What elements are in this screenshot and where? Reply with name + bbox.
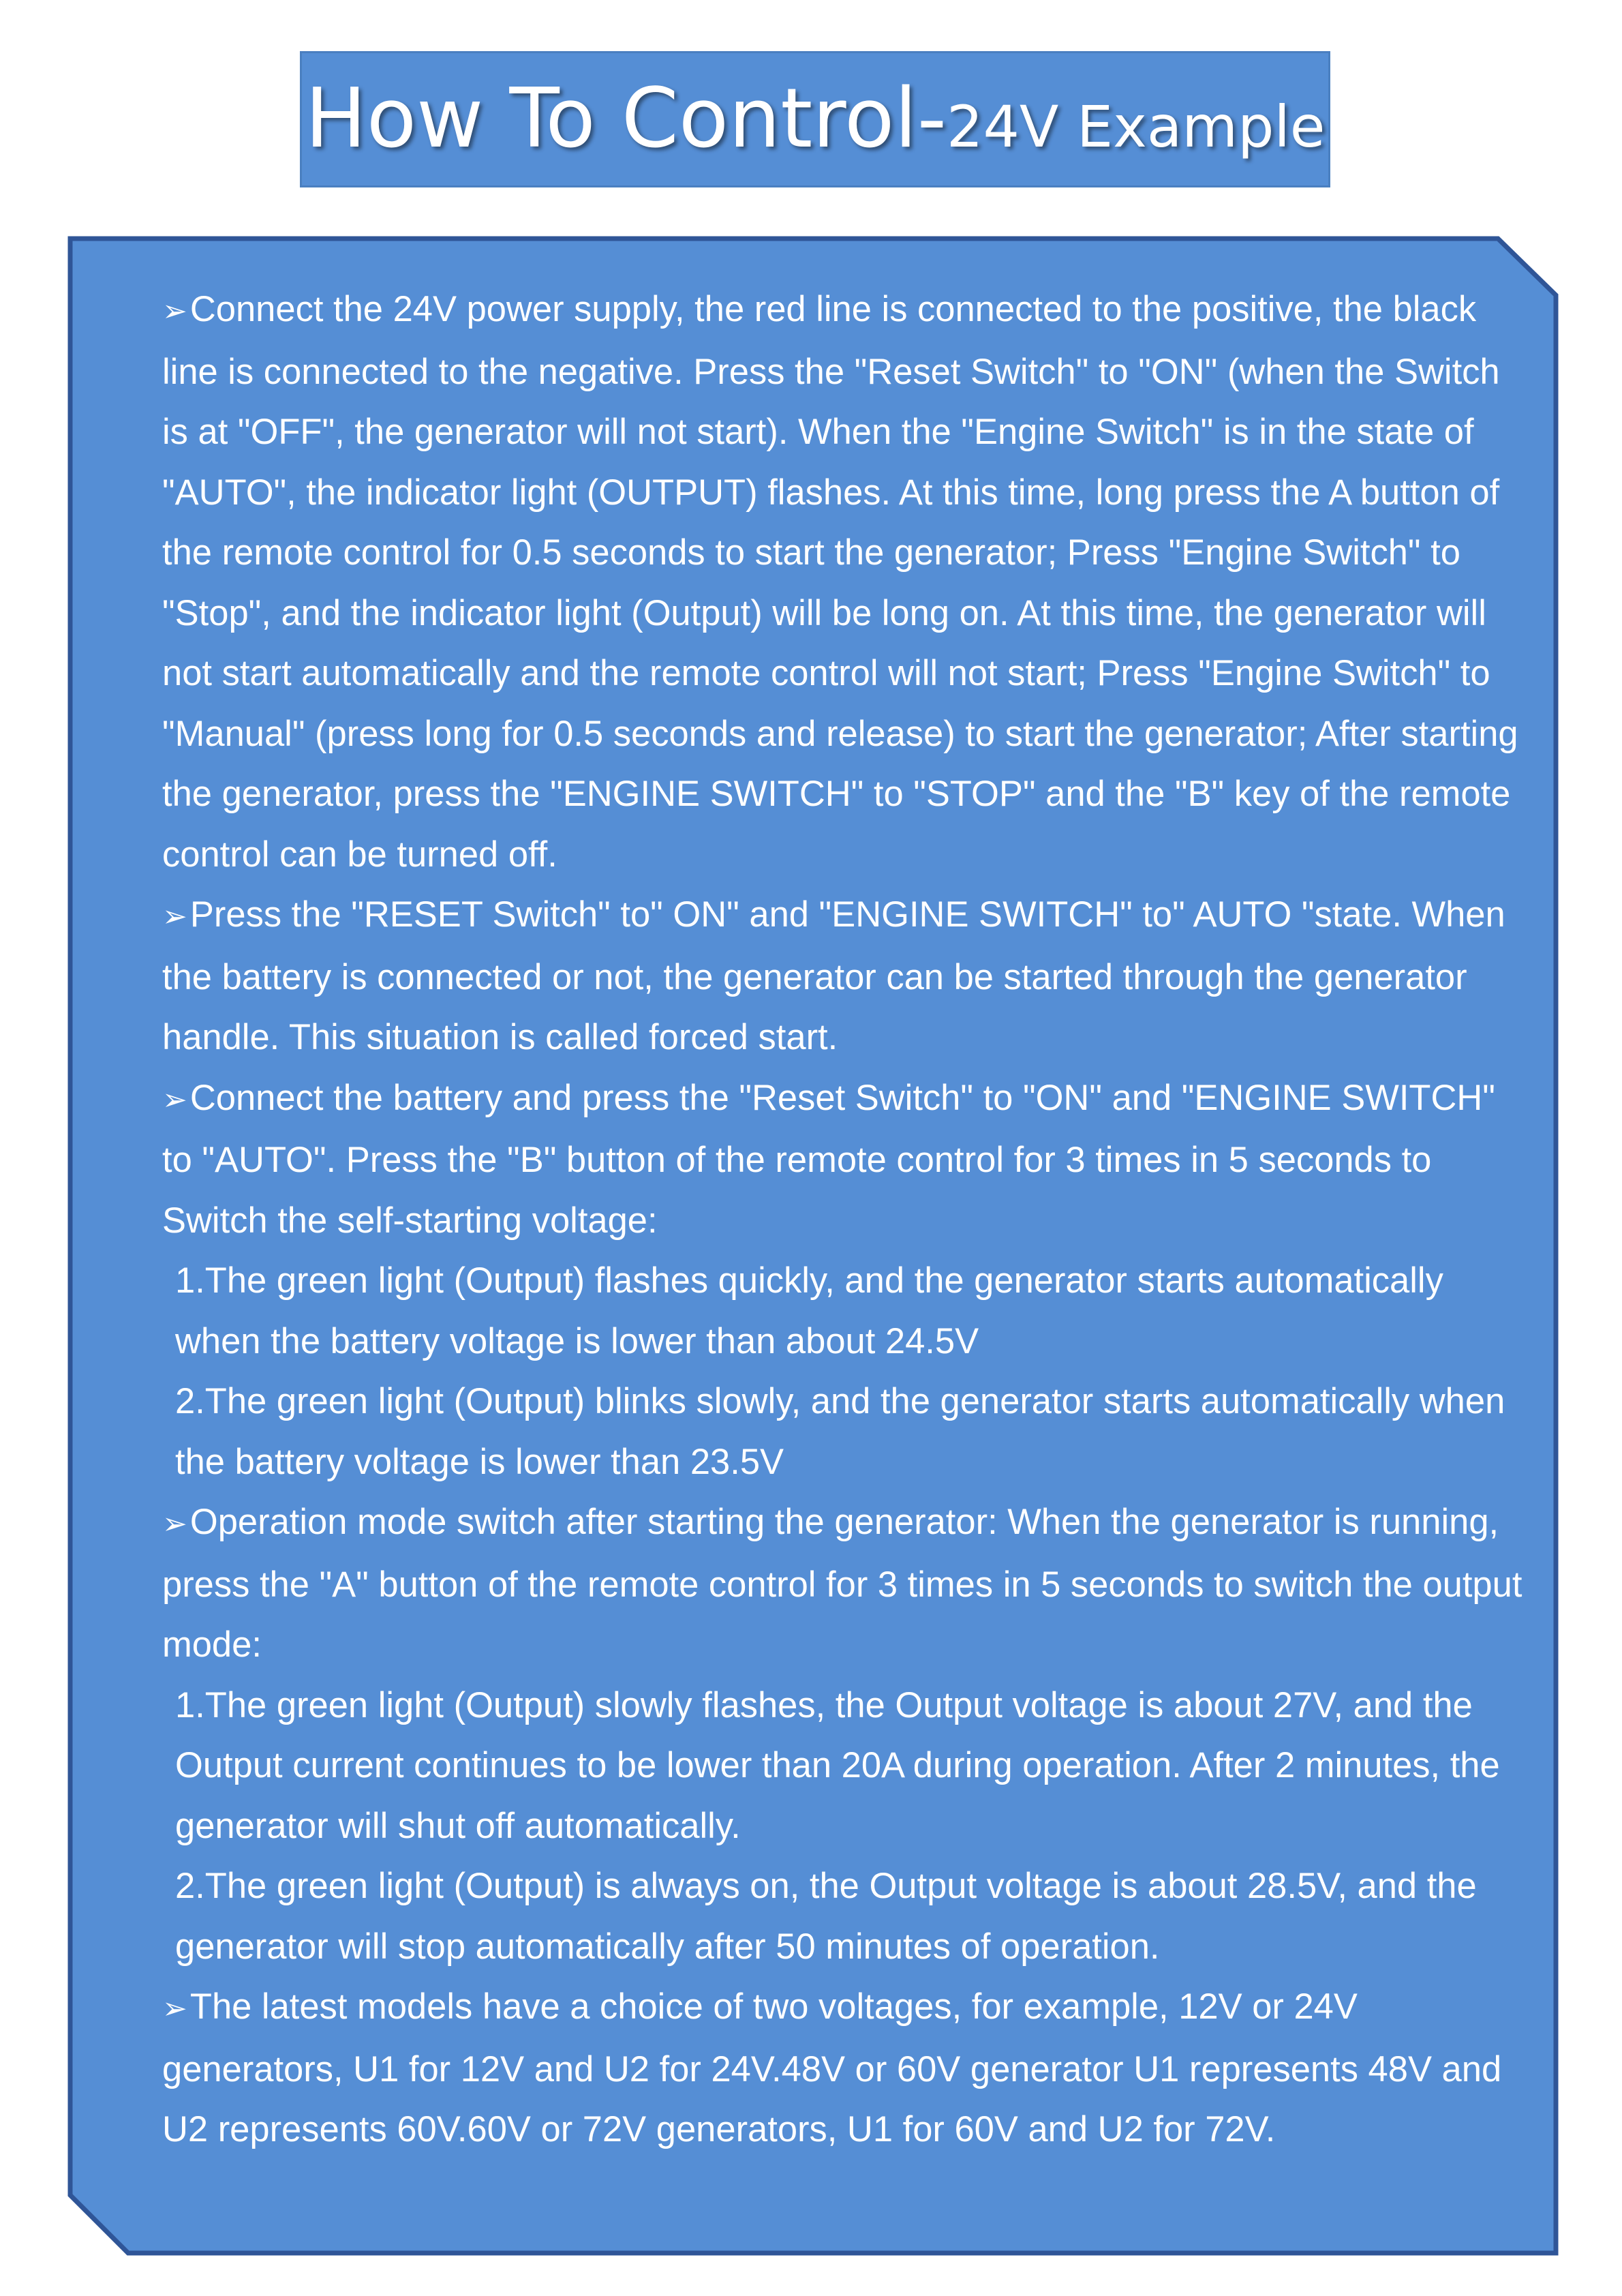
section-1-text: Connect the 24V power supply, the red line is connected to the positive, the black line is connected to the negative. Press the "Reset Switch" to "ON" (when the Switch is at "OFF", the generator will not start). When the "Engine Switch" is in the state of "AUTO", the indicator light (OUTPUT) flashes. At this time, long press the A button of the remote control for 0.5 seconds to start the generator; Press "Engine Switch" to "Stop", and the indicator light (Output) will be long on. At this time, the generator will not start automatically and the remote control will not start; Press "Engine Switch" to "Manual" (press long for 0.5 seconds and release) to start the generator; After starting the generator, press the "ENGINE SWITCH" to "STOP" and the "B" key of the remote control can be turned off. [162, 289, 1518, 875]
section-4-text: Operation mode switch after starting the generator: When the generator is running, press the "A" button of the remote control for 3 times in 5 seconds to switch the output mode: [162, 1502, 1522, 1665]
arrowhead-bullet-icon: ➢ [162, 294, 187, 329]
section-4-item-1: 1.The green light (Output) slowly flashes, the Output voltage is about 27V, and the Output current continues to be lower than 20A during operation. After 2 minutes, the generator will shut off automatically. [175, 1685, 1500, 1846]
section-3-item-2: 2.The green light (Output) blinks slowly, and the generator starts automatically when the battery voltage is lower than 23.5V [175, 1381, 1505, 1482]
instructions [162, 280, 1532, 2160]
section-3-item-1: 1.The green light (Output) flashes quickly, and the generator starts automatically when the battery voltage is lower than about 24.5V [175, 1260, 1443, 1361]
title-sub: 24V Example [947, 93, 1326, 160]
section-4-item-2: 2.The green light (Output) is always on, the Output voltage is about 28.5V, and the generator will stop automatically after 50 minutes of operation. [175, 1866, 1477, 1967]
arrowhead-bullet-icon: ➢ [162, 1082, 187, 1117]
section-4 [162, 1492, 1532, 1676]
arrowhead-bullet-icon: ➢ [162, 1991, 187, 2026]
title-main: How To Control- [305, 72, 947, 166]
section-3 [162, 1068, 1532, 1252]
section-2-text: Press the "RESET Switch" to" ON" and "ENGINE SWITCH" to" AUTO "state. When the battery is connected or not, the generator can be started through the generator handle. This situation is called forced start. [162, 894, 1505, 1057]
section-3-text: Connect the battery and press the "Reset Switch" to "ON" and "ENGINE SWITCH" to "AUTO". Press the "B" button of the remote control for 3 times in 5 seconds to Switch the self-starting voltage: [162, 1077, 1495, 1241]
arrowhead-bullet-icon: ➢ [162, 1507, 187, 1541]
section-5-text: The latest models have a choice of two voltages, for example, 12V or 24V generators, U1 for 12V and U2 for 24V.48V or 60V generator U1 represents 48V and U2 represents 60V.60V or 72V generators, U1 for 60V and U2 for 72V. [162, 1987, 1502, 2149]
section-1 [162, 280, 1532, 885]
arrowhead-bullet-icon: ➢ [162, 899, 187, 934]
section-5 [162, 1977, 1532, 2160]
section-2 [162, 885, 1532, 1068]
